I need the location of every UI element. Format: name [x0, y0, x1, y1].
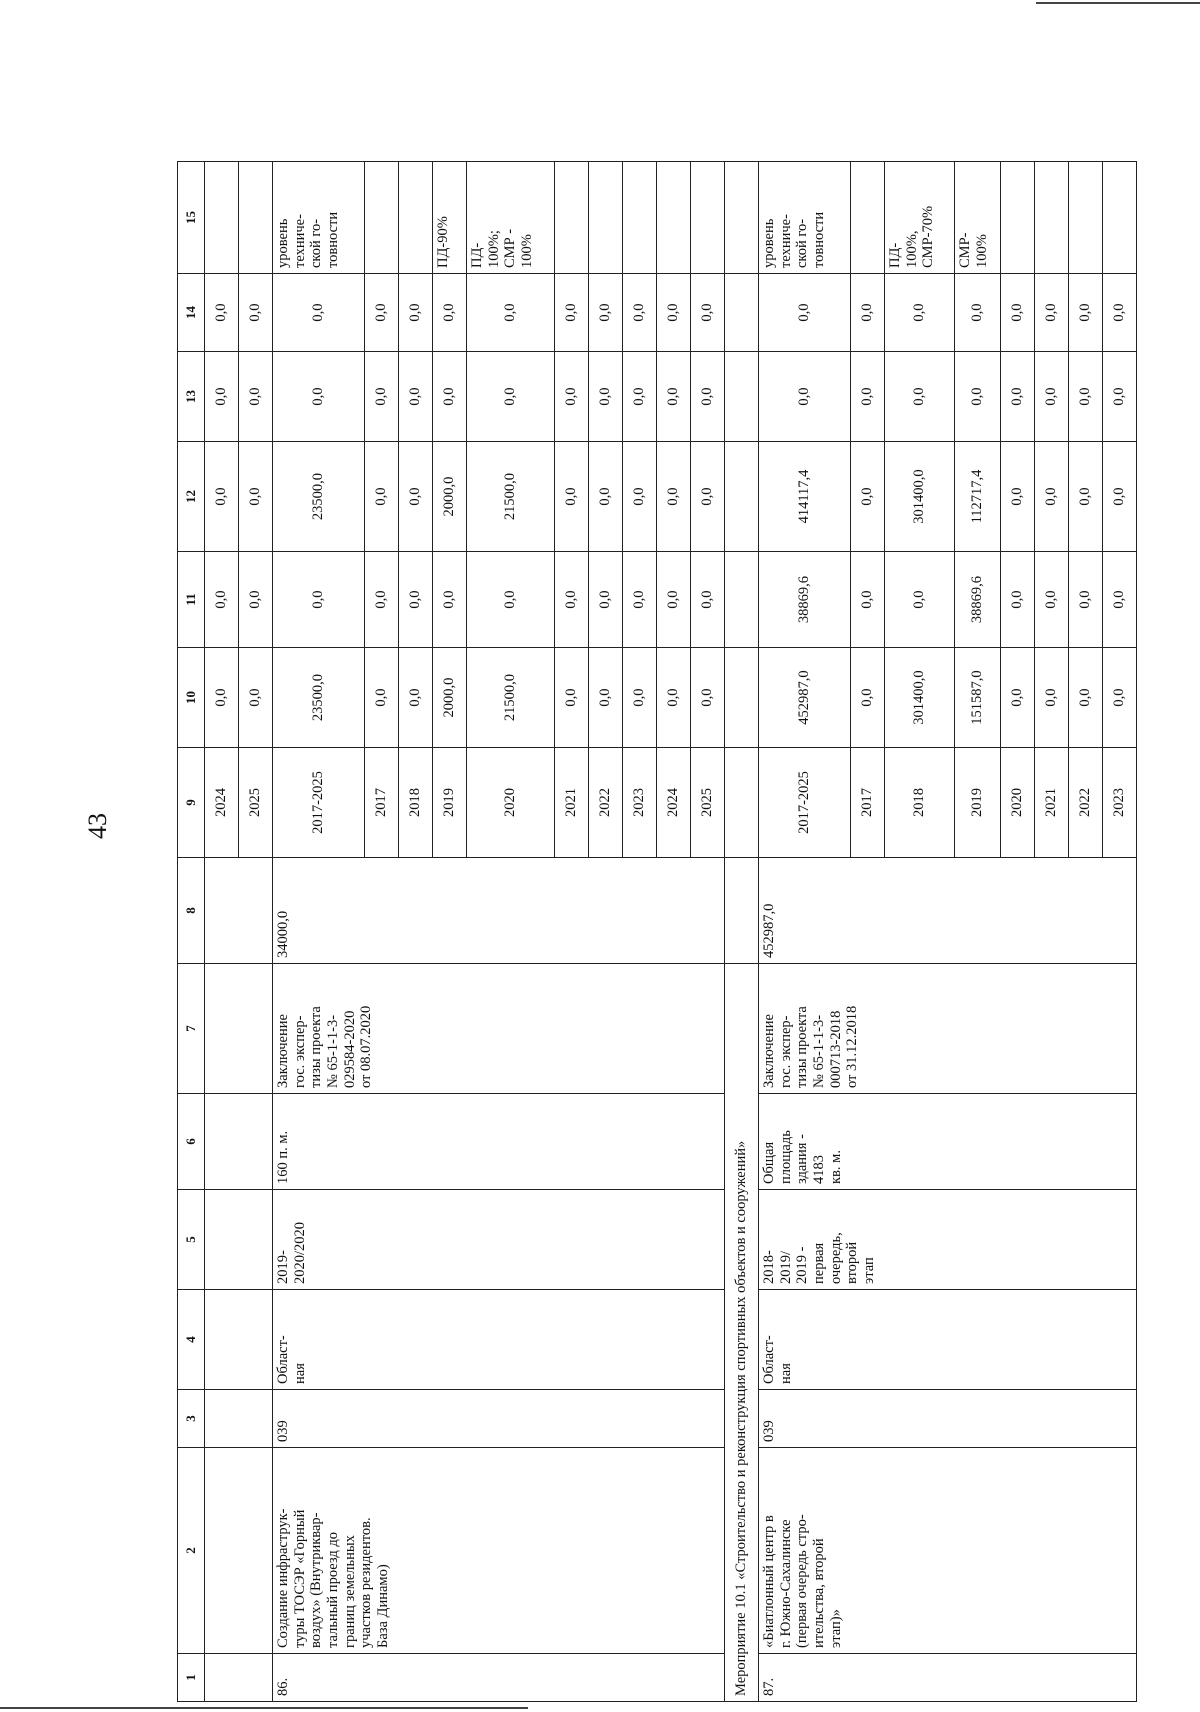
value-cell: 151587,0	[955, 648, 1001, 748]
value-cell: 0,0	[205, 648, 239, 748]
note-cell: ПД- 100%, СМР-70%	[885, 162, 955, 274]
value-cell: 0,0	[851, 552, 885, 648]
item-capacity: 160 п. м.	[273, 1094, 725, 1190]
value-cell: 0,0	[759, 274, 851, 352]
note-cell	[657, 162, 691, 274]
value-cell: 0,0	[851, 352, 885, 442]
note-cell	[1035, 162, 1069, 274]
value-cell: 0,0	[239, 274, 273, 352]
value-cell: 0,0	[467, 552, 555, 648]
value-cell: 0,0	[273, 274, 365, 352]
value-cell: 0,0	[399, 442, 433, 552]
year-cell: 2017	[365, 748, 399, 858]
value-cell: 0,0	[589, 648, 623, 748]
note-cell: уровень техниче- ской го- товности	[273, 162, 365, 274]
item-capacity: Общая площадь здания - 4183 кв. м.	[759, 1094, 1137, 1190]
note-cell	[691, 162, 725, 274]
item-name: «Биатлонный центр в г. Южно-Сахалинске (первая очередь стро- ительства, второй этап)»	[759, 1448, 1137, 1654]
value-cell: 0,0	[399, 648, 433, 748]
col-header: 14	[178, 274, 205, 352]
value-cell: 0,0	[365, 442, 399, 552]
table-row	[273, 162, 365, 1702]
value-cell: 452987,0	[759, 648, 851, 748]
col-header: 13	[178, 352, 205, 442]
year-cell: 2018	[885, 748, 955, 858]
value-cell: 0,0	[1103, 352, 1137, 442]
col-header: 12	[178, 442, 205, 552]
value-cell: 414117,4	[759, 442, 851, 552]
year-cell: 2019	[955, 748, 1001, 858]
value-cell: 0,0	[885, 352, 955, 442]
section-empty-cell	[725, 442, 759, 552]
value-cell: 2000,0	[433, 648, 467, 748]
value-cell: 0,0	[623, 648, 657, 748]
value-cell: 0,0	[1035, 442, 1069, 552]
value-cell: 0,0	[239, 352, 273, 442]
value-cell: 0,0	[1035, 552, 1069, 648]
value-cell: 112717,4	[955, 442, 1001, 552]
value-cell: 0,0	[399, 352, 433, 442]
col-header: 9	[178, 748, 205, 858]
value-cell: 0,0	[1035, 648, 1069, 748]
page-number: 43	[83, 813, 112, 839]
value-cell: 0,0	[1103, 552, 1137, 648]
note-cell	[399, 162, 433, 274]
value-cell: 0,0	[851, 274, 885, 352]
value-cell: 0,0	[1103, 648, 1137, 748]
table-rotated-wrapper	[177, 162, 1137, 1702]
col-header: 6	[178, 1094, 205, 1190]
col-header: 11	[178, 552, 205, 648]
table-row	[759, 162, 851, 1702]
value-cell: 0,0	[955, 352, 1001, 442]
item-number: 86.	[273, 1654, 725, 1702]
note-cell	[1069, 162, 1103, 274]
cont-cell	[205, 1290, 273, 1390]
value-cell: 0,0	[885, 274, 955, 352]
year-cell: 2017-2025	[273, 748, 365, 858]
value-cell: 0,0	[691, 552, 725, 648]
value-cell: 23500,0	[273, 648, 365, 748]
col-header: 1	[178, 1654, 205, 1702]
cont-cell	[205, 1390, 273, 1448]
value-cell: 0,0	[365, 552, 399, 648]
year-cell: 2025	[239, 748, 273, 858]
year-cell: 2017	[851, 748, 885, 858]
value-cell: 0,0	[1069, 442, 1103, 552]
value-cell: 21500,0	[467, 648, 555, 748]
section-title: Мероприятие 10.1 «Строительство и реконструкция спортивных объектов и сооружений»	[725, 964, 759, 1702]
col-header: 15	[178, 162, 205, 274]
value-cell: 0,0	[623, 442, 657, 552]
value-cell: 0,0	[1035, 352, 1069, 442]
col-header: 3	[178, 1390, 205, 1448]
value-cell: 0,0	[589, 442, 623, 552]
column-number-row	[178, 162, 205, 1702]
value-cell: 0,0	[1001, 352, 1035, 442]
value-cell: 0,0	[851, 648, 885, 748]
item-expertise: Заключение гос. экспер- тизы проекта № 65-1-1-3- 029584-2020 от 08.07.2020	[273, 964, 725, 1094]
note-cell	[589, 162, 623, 274]
item-period: 2018- 2019/ 2019 - первая очередь, второй этап	[759, 1190, 1137, 1290]
item-period: 2019- 2020/2020	[273, 1190, 725, 1290]
value-cell: 0,0	[691, 352, 725, 442]
value-cell: 301400,0	[885, 442, 955, 552]
value-cell: 0,0	[657, 352, 691, 442]
section-empty-cell	[725, 552, 759, 648]
col-header: 8	[178, 858, 205, 964]
value-cell: 0,0	[273, 352, 365, 442]
value-cell: 0,0	[589, 274, 623, 352]
note-cell	[851, 162, 885, 274]
item-expertise: Заключение гос. экспер- тизы проекта № 65-1-1-3- 000713-2018 от 31.12.2018	[759, 964, 1137, 1094]
program-table	[177, 161, 1137, 1702]
value-cell: 0,0	[555, 648, 589, 748]
item-number: 87.	[759, 1654, 1137, 1702]
bottom-rule	[0, 1707, 528, 1709]
value-cell: 0,0	[623, 352, 657, 442]
year-cell: 2018	[399, 748, 433, 858]
value-cell: 0,0	[1103, 274, 1137, 352]
value-cell: 0,0	[399, 552, 433, 648]
value-cell: 0,0	[555, 552, 589, 648]
value-cell: 0,0	[555, 442, 589, 552]
value-cell: 0,0	[273, 552, 365, 648]
section-row	[725, 162, 759, 1702]
value-cell: 0,0	[657, 442, 691, 552]
section-empty-cell	[725, 162, 759, 274]
year-cell: 2023	[1103, 748, 1137, 858]
value-cell: 0,0	[691, 442, 725, 552]
value-cell: 0,0	[955, 274, 1001, 352]
cont-cell	[205, 1094, 273, 1190]
value-cell: 0,0	[1001, 442, 1035, 552]
year-cell: 2020	[467, 748, 555, 858]
cont-cell	[205, 1448, 273, 1654]
value-cell: 0,0	[1001, 274, 1035, 352]
value-cell: 0,0	[657, 274, 691, 352]
value-cell: 0,0	[1035, 274, 1069, 352]
value-cell: 0,0	[555, 274, 589, 352]
year-cell: 2024	[657, 748, 691, 858]
value-cell: 301400,0	[885, 648, 955, 748]
value-cell: 0,0	[1069, 552, 1103, 648]
year-cell: 2023	[623, 748, 657, 858]
item-ownership: Област- ная	[273, 1290, 725, 1390]
cont-cell	[205, 964, 273, 1094]
value-cell: 2000,0	[433, 442, 467, 552]
note-cell	[623, 162, 657, 274]
value-cell: 0,0	[365, 352, 399, 442]
value-cell: 0,0	[205, 352, 239, 442]
section-empty-cell	[725, 648, 759, 748]
value-cell: 0,0	[205, 442, 239, 552]
col-header: 2	[178, 1448, 205, 1654]
year-cell: 2020	[1001, 748, 1035, 858]
value-cell: 0,0	[589, 552, 623, 648]
table-row	[205, 162, 239, 1702]
section-empty-cell	[725, 748, 759, 858]
year-cell: 2024	[205, 748, 239, 858]
value-cell: 0,0	[657, 648, 691, 748]
value-cell: 0,0	[691, 648, 725, 748]
value-cell: 0,0	[365, 274, 399, 352]
value-cell: 0,0	[589, 352, 623, 442]
item-cost: 452987,0	[759, 858, 1137, 964]
note-cell: ПД- 100%; СМР - 100%	[467, 162, 555, 274]
col-header: 4	[178, 1290, 205, 1390]
note-cell	[239, 162, 273, 274]
value-cell: 0,0	[1001, 648, 1035, 748]
value-cell: 0,0	[205, 274, 239, 352]
value-cell: 0,0	[851, 442, 885, 552]
year-cell: 2021	[555, 748, 589, 858]
value-cell: 0,0	[239, 552, 273, 648]
value-cell: 0,0	[467, 352, 555, 442]
year-cell: 2021	[1035, 748, 1069, 858]
col-header: 10	[178, 648, 205, 748]
value-cell: 0,0	[239, 442, 273, 552]
value-cell: 0,0	[399, 274, 433, 352]
year-cell: 2022	[589, 748, 623, 858]
item-cost: 34000,0	[273, 858, 725, 964]
value-cell: 23500,0	[273, 442, 365, 552]
year-cell: 2017-2025	[759, 748, 851, 858]
item-code: 039	[273, 1390, 725, 1448]
value-cell: 0,0	[239, 648, 273, 748]
value-cell: 0,0	[433, 352, 467, 442]
value-cell: 0,0	[1069, 648, 1103, 748]
note-cell: ПД-90%	[433, 162, 467, 274]
top-rule	[1036, 2, 1200, 4]
value-cell: 0,0	[433, 552, 467, 648]
value-cell: 0,0	[433, 274, 467, 352]
cont-cell	[205, 1654, 273, 1702]
value-cell: 0,0	[1103, 442, 1137, 552]
note-cell	[1001, 162, 1035, 274]
note-cell	[205, 162, 239, 274]
note-cell	[555, 162, 589, 274]
item-name: Создание инфраструк- туры ТОСЭР «Горный воздух» (Внутриквар- тальный проезд до границ земельных участков резидентов. База Динамо)	[273, 1448, 725, 1654]
year-cell: 2019	[433, 748, 467, 858]
note-cell: СМР- 100%	[955, 162, 1001, 274]
section-empty-cell	[725, 274, 759, 352]
value-cell: 21500,0	[467, 442, 555, 552]
year-cell: 2025	[691, 748, 725, 858]
value-cell: 0,0	[1001, 552, 1035, 648]
value-cell: 0,0	[467, 274, 555, 352]
value-cell: 0,0	[1069, 274, 1103, 352]
value-cell: 0,0	[1069, 352, 1103, 442]
section-empty-cell	[725, 858, 759, 964]
cont-cell	[205, 858, 273, 964]
col-header: 7	[178, 964, 205, 1094]
cont-cell	[205, 1190, 273, 1290]
item-ownership: Област- ная	[759, 1290, 1137, 1390]
value-cell: 0,0	[885, 552, 955, 648]
note-cell: уровень техниче- ской го- товности	[759, 162, 851, 274]
value-cell: 0,0	[759, 352, 851, 442]
table-body	[205, 162, 1137, 1702]
value-cell: 0,0	[623, 274, 657, 352]
value-cell: 0,0	[555, 352, 589, 442]
value-cell: 0,0	[691, 274, 725, 352]
value-cell: 0,0	[205, 552, 239, 648]
note-cell	[365, 162, 399, 274]
note-cell	[1103, 162, 1137, 274]
year-cell: 2022	[1069, 748, 1103, 858]
value-cell: 38869,6	[759, 552, 851, 648]
value-cell: 0,0	[623, 552, 657, 648]
col-header: 5	[178, 1190, 205, 1290]
value-cell: 38869,6	[955, 552, 1001, 648]
section-empty-cell	[725, 352, 759, 442]
value-cell: 0,0	[657, 552, 691, 648]
item-code: 039	[759, 1390, 1137, 1448]
value-cell: 0,0	[365, 648, 399, 748]
